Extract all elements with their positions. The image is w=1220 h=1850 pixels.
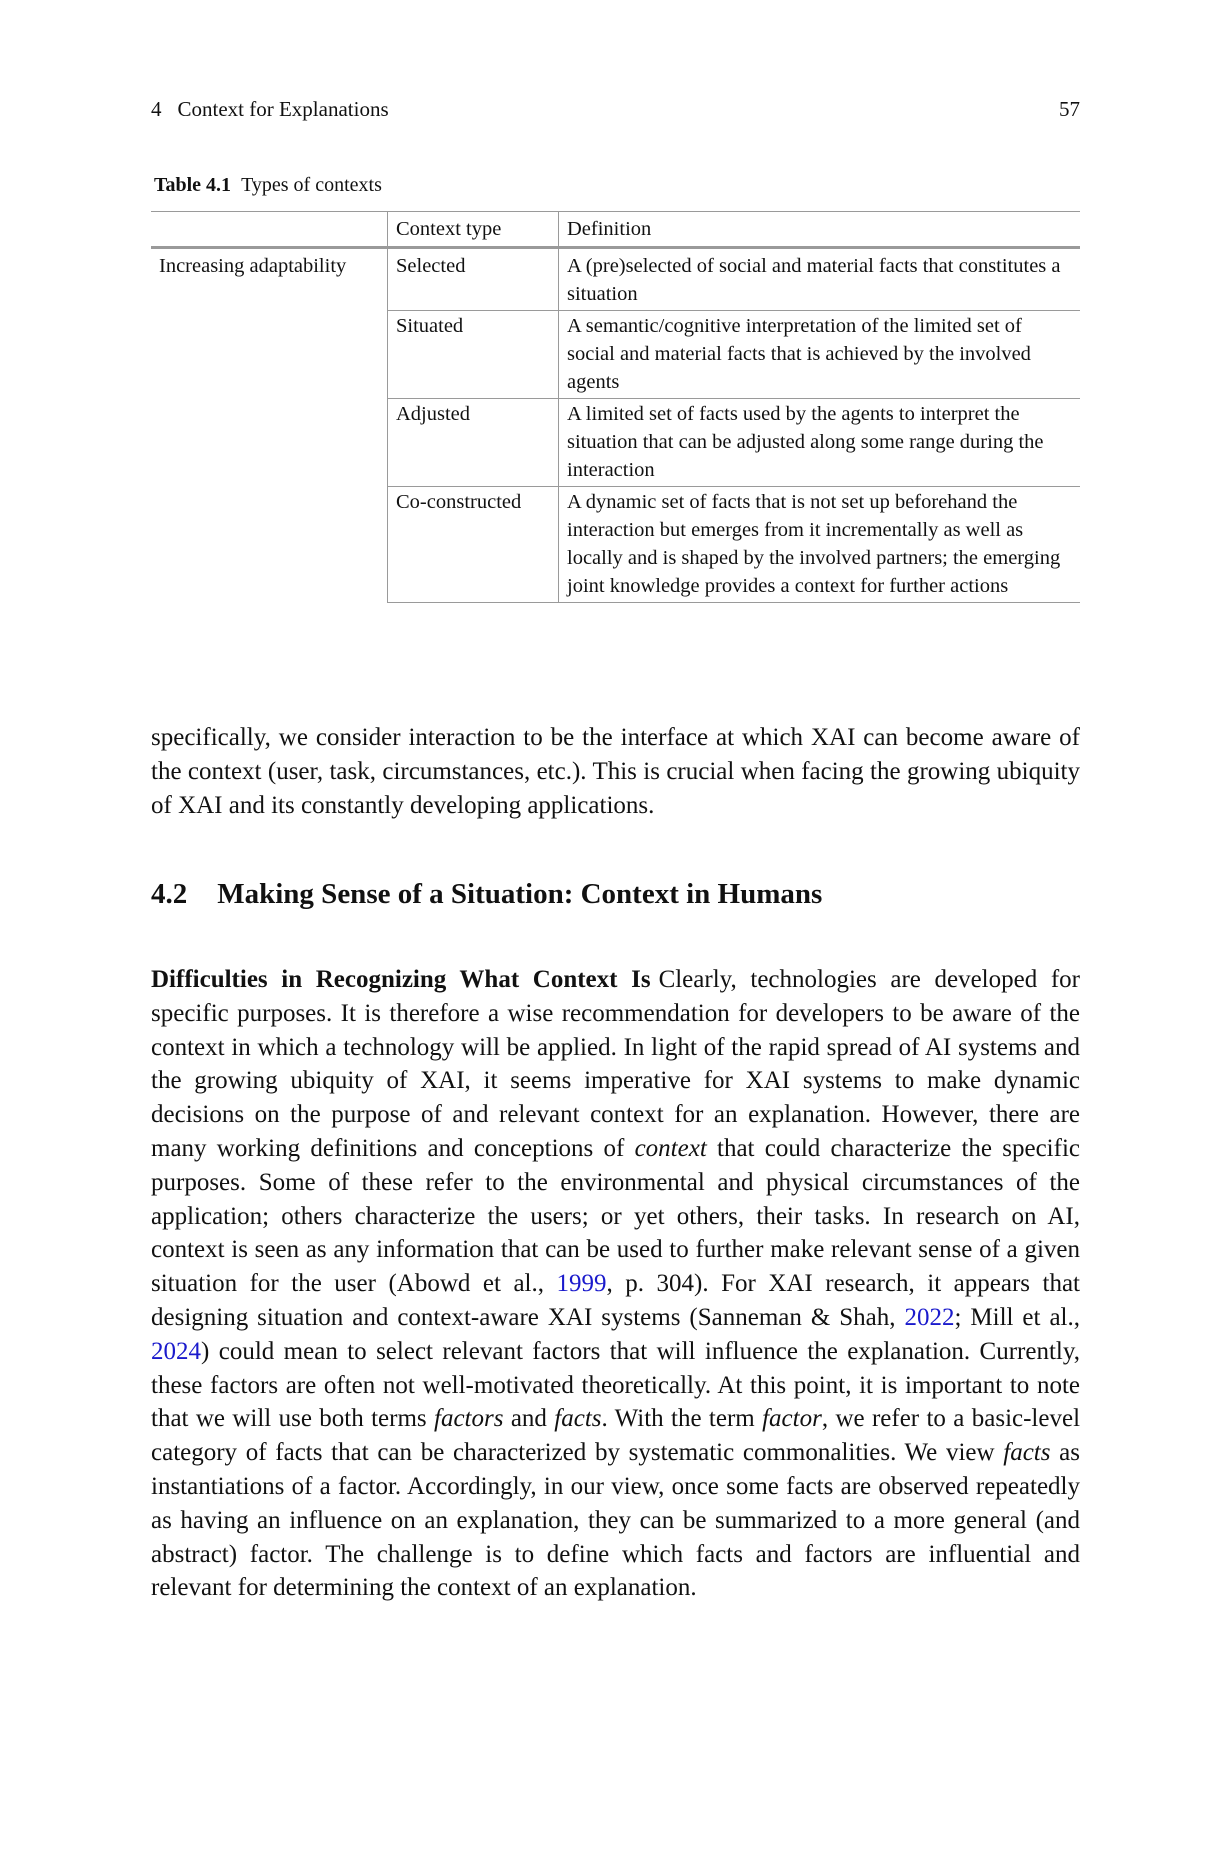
chapter-title: Context for Explanations xyxy=(177,97,389,121)
table-caption xyxy=(154,173,382,197)
citation-link[interactable]: 1999 xyxy=(556,1270,607,1298)
definition-cell: A limited set of facts used by the agents to interpret the situation that can be adjusted along some range during the interaction xyxy=(559,399,1081,487)
text-segment: . With the term xyxy=(601,1405,763,1433)
text-segment: ) could mean to select relevant factors that will influence the explanation. Currently, these factors are often not well-motivated theoretically. At this point, it is important to note that we will use both terms xyxy=(151,1337,1080,1433)
paragraph: specifically, we consider interaction to be the interface at which XAI can become aware of the context (user, task, circumstances, etc.). This is crucial when facing the growing ubiquity of XAI and its constantly developing applications. xyxy=(151,724,1080,819)
definition-cell: A semantic/cognitive interpretation of the limited set of social and material facts that is achieved by the involved agents xyxy=(559,311,1081,399)
context-type-cell: Selected xyxy=(388,248,559,311)
section-number: 4.2 xyxy=(151,878,188,911)
emphasis: factors xyxy=(434,1405,504,1433)
text-segment: Clearly, technologies are developed for specific purposes. It is therefore a wise recommendation for developers to be aware of the context in which a technology will be applied. In light of the rapid spread of AI systems and the growing ubiquity of XAI, it seems imperative for XAI systems to make dynamic decisions on the purpose of and relevant context for an explanation. However, there are many working definitions and conceptions of xyxy=(151,966,1080,1162)
definition-cell: A (pre)selected of social and material facts that constitutes a situation xyxy=(559,248,1081,311)
table-header-empty xyxy=(151,212,388,248)
text-segment: as instantiations of a factor. Accordingly, in our view, once some facts are observed repeatedly as having an influence on an explanation, they can be summarized to a more general (and abstract) factor. The challenge is to define which facts and factors are influential and relevant for determining the context of an explanation. xyxy=(151,1439,1080,1602)
citation-link[interactable]: 2024 xyxy=(151,1337,201,1365)
text-segment: , p. 304). For XAI research, it appears that designing situation and context-aware XAI systems (Sanneman & Shah, xyxy=(151,1270,1080,1331)
table-row xyxy=(151,248,1080,311)
context-type-cell: Co-constructed xyxy=(388,487,559,603)
table-header-context-type: Context type xyxy=(388,212,559,248)
emphasis: factor xyxy=(762,1405,822,1433)
table-header-definition: Definition xyxy=(559,212,1081,248)
definition-cell: A dynamic set of facts that is not set up beforehand the interaction but emerges from it incrementally as well as locally and is shaped by the involved partners; the emerging joint knowledge provides a context for further actions xyxy=(559,487,1081,603)
citation-link[interactable]: 2022 xyxy=(904,1303,955,1331)
table-header-row xyxy=(151,212,1080,248)
paragraph xyxy=(151,963,1080,1605)
chapter-heading xyxy=(151,97,389,121)
context-type-cell: Situated xyxy=(388,311,559,399)
section-title: Making Sense of a Situation: Context in Humans xyxy=(217,878,823,911)
page-number: 57 xyxy=(1059,97,1080,121)
context-type-cell: Adjusted xyxy=(388,399,559,487)
run-in-heading: Difficulties in Recognizing What Context Is xyxy=(151,966,651,993)
context-types-table xyxy=(151,211,1080,603)
section-heading xyxy=(151,877,822,911)
text-segment: that could characterize the specific purposes. Some of these refer to the environmental and physical circumstances of the application; others characterize the users; or yet others, their tasks. In research on AI, context is seen as any information that can be used to further make relevant sense of a given situation for the user (Abowd et al., xyxy=(151,1134,1080,1298)
table-caption-label: Table 4.1 xyxy=(154,174,232,196)
emphasis: facts xyxy=(554,1405,602,1433)
text-segment: , we refer to a basic-level category of facts that can be characterized by systematic commonalities. We view xyxy=(151,1405,1081,1467)
axis-label: Increasing adaptability xyxy=(159,255,347,277)
text-segment: ; Mill et al., xyxy=(954,1303,1080,1331)
text-segment: and xyxy=(503,1405,555,1433)
table-caption-text: Types of contexts xyxy=(241,174,382,196)
emphasis: context xyxy=(634,1134,707,1162)
chapter-number: 4 xyxy=(151,97,162,121)
running-head xyxy=(151,97,1080,121)
emphasis: facts xyxy=(1003,1439,1051,1467)
